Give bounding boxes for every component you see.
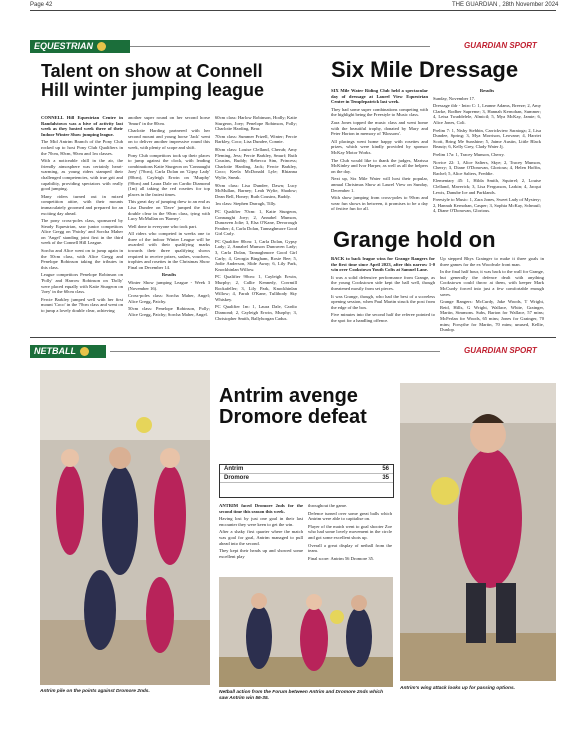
article-paragraph: Sunday, November 17.: [433, 95, 476, 101]
article-paragraph: After a shaky first quarter where the match was goal for goal, Antrim managed to pull ahead into the second.: [219, 529, 303, 546]
article-paragraph: This great day of jumping drew to an end as Lisa Dundee on 'Dave' jumped the first double clear in the 90cm class, tying with Lucy McMullan on 'Barney'.: [128, 199, 210, 222]
article-paragraph: Well done to everyone who took part.: [128, 223, 198, 229]
article-paragraph: Grange Rangers: McCurdy, Jake Woods, T Wright, Reid, Hills, G Wright, Wallace, White, Grainger, Martin, Simmons. Subs, Barton for Wallace, 57 mins; McFerlan for Woods, 65 mins; Jones for Grainger, 70 mins; Forsythe for Martin, 70 mins; unused, Kellie, Dunlop.: [440, 299, 544, 333]
article-paragraph: Fercie Barkley jumped well with her first mount 'Coco' in the 70cm class and went on to jump a lovely double clear, achieving: [41, 296, 123, 313]
article-paragraph: Next up, Six Mile Water will host their popular, annual Christmas Show at Laurel View on Sunday, December 1.: [331, 176, 428, 193]
article-paragraph: Freestyle to Music: 1, Zara Jones, Sweet Lady of Mystery; 2, Hannah Kernohan, Casper; 3, Sophia McKay, Schmuil; 4, Diane O'Donovan, Glorious.: [433, 197, 541, 214]
team-name: Dromore: [224, 475, 250, 481]
article-paragraph: With a noticeable chill in the air, the friendly atmosphere was certainly heart-warming, as young riders stamped their challenged competencies, with true grit and capability, providing spectators with really good jumping.: [41, 158, 123, 192]
team-score: 35: [382, 475, 389, 481]
article-paragraph: With show jumping from cross-poles to 90cm and wear fun shows in between, it promises to be a day of festive fun for all.: [331, 195, 428, 212]
article-paragraph: Cross-poles class: Sorcha Maher, Angel; Alice Gregg, Patchy.: [128, 293, 210, 304]
article-paragraph: The Mid Antrim Branch of the Pony Club rocked up to host Pony Club Qualifiers in the 70cm, 80cm, 90cm and 1m classes.: [41, 139, 123, 156]
article-paragraph: Prelim 17a: 1, Tracey Munson, Cherry.: [433, 151, 505, 157]
article-paragraph: Zara Jones topped the music class and went home with the beautiful trophy, donated by Mary and Peter Horton in memory of 'Blossom'.: [331, 119, 428, 137]
wing-attack-image: [400, 383, 556, 681]
brand-guardian-sport: GUARDIAN SPORT: [464, 41, 537, 50]
section-name: NETBALL: [34, 346, 76, 356]
article-column: [215, 115, 297, 320]
article-paragraph: throughout the game.: [308, 503, 348, 508]
article-paragraph: It was Grange, though, who had the best of a scoreless opening session, when Paul Martin struck the post from the edge of the box.: [331, 293, 435, 310]
article-paragraph: Results: [161, 272, 177, 278]
article-paragraph: All riders who competed in weeks one to three of the indoor Winter League will be awarded with their qualifying marks towards their three qualifying shows required to receive prizes, sashes, vouchers, trophies and rosettes in the Christmas Show Final on December 14.: [128, 231, 210, 270]
article-paragraph: Charlotte Harding partnered with her second mount and young horse 'Jack' went on to deliver another impressive round this week, with plenty of scope and shift.: [128, 128, 210, 150]
photo-caption: Netball action from the Forum between Antrim and Dromore 2nds which saw Antrim win 56-35.: [219, 690, 384, 701]
article-paragraph: Prelim 7: 1, Nisby Stebbin, Carrickview Saratoga; 2, Lisa Dundee, Spring; 3, Mya Morrison, Leovane; 4, Harriet Scott, Bring Me Sunshine; 5, Jaime Austin, Little Black Beauty; 6, Kelly Grey, Clady Water Jj.: [433, 127, 541, 150]
article-column: [41, 115, 123, 320]
photo-caption: Antrim pile on the points against Dromore 2nds.: [40, 689, 150, 694]
headline-antrim-avenge: Antrim avenge Dromore defeat: [219, 385, 367, 428]
article-paragraph: Having lost by just one goal in their last encounter they were keen to get the win.: [219, 516, 303, 527]
photo-netball-left: [40, 370, 210, 685]
article-paragraph: It was a solid defensive performance from Grange, as the young Cookstown side kept the ball well, though threatened mostly from set pieces.: [331, 274, 435, 291]
article-paragraph: Results: [479, 88, 495, 93]
scoreboard: [219, 464, 394, 498]
horse-badge-icon: [97, 42, 106, 51]
article-paragraph: Sorcha and Alice went on to jump again in the 50cm class, with Alice Gregg and Penelope Robinson taking the tributes in this class.: [41, 248, 123, 270]
article-paragraph: 60cm class: Harlow Robinson, Hodly; Katie Sturgeon, Joey; Penelope Robinson, Polly; Charlotte Harding, Bear.: [215, 115, 297, 132]
article-paragraph: The Club would like to thank the judges, Marissa McKinley and Ivor Harper, as well as all the helpers on the day.: [331, 157, 428, 174]
article-paragraph: League competitors Penelope Robinson on 'Polly' and Harrow Robinson on 'Dolly' were placed equally with Katie Sturgeon on 'Joey' in the 60cm class.: [41, 272, 123, 295]
article-column: [331, 256, 435, 328]
article-column: [331, 88, 428, 223]
article-paragraph: PC Qualifier 80cm: 1, Carla Dolan, Gypsy Lady; 2, Annabel Munson Dunraven Lady; 3, Carla Dolan, Tannaghmore Good Girl Carly; 4, Georgia Bingham, Rosie Bee; 5, Jodie Anderson, Slide Away; 6, Lily Park, Knockhinlan Willow.: [215, 238, 297, 272]
article-paragraph: another super round on her second horse 'Smurf' in the 80cm.: [128, 115, 210, 126]
article-paragraph: Player of the match went to goal shooter Zoe who had some lovely movement in the circle and got some excellent shots up.: [308, 523, 392, 540]
article-paragraph: BACK to back league wins for Grange Rangers for the first time since April 2023, after this narrow 1-0 win over Cookstown Youth Colts at Samuel Lane.: [331, 256, 435, 273]
article-paragraph: Overall a great display of netball from the team.: [308, 542, 392, 554]
article-paragraph: 70cm class: Summer Frizell, Winter; Fercie Barkley, Coco; Lisa Dundee, Connie.: [215, 133, 297, 145]
article-column: [308, 503, 392, 571]
photo-netball-middle: [219, 577, 393, 687]
headline-six-mile-dressage: Six Mile Dressage: [331, 57, 519, 82]
article-paragraph: All placings went home happy with rosettes and prizes, which were kindly provided by sponsor McKay Motor Works.: [331, 138, 428, 155]
top-rule: [30, 10, 556, 11]
article-paragraph: Defence turned over some great balls which Antrim were able to capitalise on.: [308, 510, 392, 522]
score-row: [220, 474, 393, 483]
article-paragraph: Five minutes into the second half the referee pointed to the spot for a handling offence.: [331, 312, 435, 323]
article-column: [219, 503, 303, 571]
photo-caption: Antrim's wing attack looks up for passing options.: [400, 686, 515, 691]
paper-date: THE GUARDIAN , 28th November 2024: [452, 2, 559, 8]
section-label-equestrian: [30, 40, 130, 53]
article-paragraph: SIX Mile Water Riding Club held a spectacular day of dressage at Laurel View Equestrian Centre in Templepatrick last week.: [331, 88, 428, 105]
netball-action-image: [219, 577, 393, 687]
section-rule: [130, 46, 430, 47]
brand-guardian-sport: GUARDIAN SPORT: [464, 346, 537, 355]
article-paragraph: They had some super combinations competing with the highlight being the Freestyle to Music class.: [331, 106, 428, 118]
article-paragraph: Dressage tldr - Intro C: 1, Leanne Adams, Breeze; 2, Amy Clarke, Rodber Supreme; 3, Hannah Kernohan, Summer; 4, Leisa Twaddelele, Almicil; 5, Mya McKay, Jamie; 6, Alice Jones, Coli.: [433, 103, 541, 125]
article-paragraph: CONNELL Hill Equestrian Centre in Randalstown was a hive of activity last week as they hosted week three of their Indoor Winter Show jumping league.: [41, 115, 123, 137]
section-divider: [30, 337, 556, 338]
article-paragraph: Novice 22: 1, Alice Salters, Skye; 2, Tracey Munson, Cherry; 3, Diane O'Donovan, Glorious; 4, Helen Hoffin, Rachel; 5, Alice Salters, Freddie.: [433, 159, 541, 176]
headline-connell-hill: Talent on show at Connell Hill winter jumping league: [41, 61, 265, 100]
headline-grange-hold-on: Grange hold on: [333, 227, 496, 252]
section-name: EQUESTRIAN: [34, 41, 94, 51]
netball-players-image: [40, 370, 210, 685]
section-rule: [110, 351, 440, 352]
article-paragraph: 80cm class: Louise Clelland, Cherub; Amy Fleming, Jess; Fercie Barkley, Smurf; Ruth Cousins, Buddy; Rebecca Sim, Princess; Charlotte Harding, Jack; Fercie Barkley, Coco; Keela McDonald Lyle; Rhianna Wylie, Sneak.: [215, 146, 297, 180]
article-paragraph: Up stepped Rhys Grainger to make it three goals in three games for the ex Woodvale front man.: [440, 256, 544, 267]
article-column: [433, 88, 541, 223]
article-paragraph: Many riders turned out in mixed competition attire, with their mounts immaculately groomed and prepared for an exciting day ahead.: [41, 193, 123, 216]
article-paragraph: In the final half hour, it was back to the wall for Grange, but generally the defence dealt with anything Cookstown could throw at them, with keeper Mark McCurdy forced into just a few comfortable enough saves.: [440, 269, 544, 297]
article-paragraph: Winter Show jumping League - Week 3 (November 16).: [128, 280, 210, 291]
article-paragraph: Pony Club competitors took up their places to jump against the clock, with leading combinations Katie Sturgeon on 'Connaught Joey' (70cm), Carla Dolan on 'Gipsy Lady' (80cm), Cayleigh Erwin on 'Murphy' (90cm) and Laura Dale on Cardio Diamond (1m) all taking the red rosettes for top places in the fastest times.: [128, 152, 210, 197]
article-paragraph: Final score: Antrim 56 Dromore 35.: [308, 555, 375, 561]
article-paragraph: 1m class: Stephen Darragh, Tilly.: [215, 201, 277, 207]
article-paragraph: 50cm class: Penelope Robinson, Polly; Alice Gregg, Patchy; Sorcha Maher, Angel.: [128, 306, 210, 317]
article-paragraph: Elementary 45: 1, Hilda Smith, Squirrel; 2, Louise Clelland, Maverick; 3, Lisa Fergusson, Larkin; 4, Jacqui Lewis, Danube Ice and Parklands.: [433, 178, 541, 195]
article-paragraph: PC Qualifier 70cm: 1, Katie Sturgeon, Connaught Joey; 2, Annabel Munson, Dunraven Jolie; 3, Elsa O'Kane, Devorough Feather; 4, Carla Dolan, Tannaghmore Good Girl Carly.: [215, 208, 297, 237]
article-paragraph: PC Qualifier 90cm: 1, Cayleigh Erwin, Murphy; 2, Callie Kennedy, Corrmill Rockafeller; 3, Lily Park, Knockhinlan Willow; 4, Farah O'Kane, Tullibody Sky Whiskey.: [215, 274, 297, 302]
article-column: [440, 256, 544, 333]
article-paragraph: ANTRIM faced Dromore 2nds for the second time this season this week.: [219, 503, 303, 514]
article-paragraph: 90cm class: Lisa Dundee, Dawn; Lucy McMullan, Barney; Leah Wylie, Shadow; Dean Bell, Honey; Ruth Cousins, Buddy.: [215, 182, 297, 199]
article-paragraph: They kept their heads up and showed some excellent play: [219, 548, 303, 559]
team-score: 56: [382, 466, 389, 472]
article-column: [128, 115, 210, 320]
score-row: [220, 465, 393, 474]
article-paragraph: The pony cross-poles class, sponsored by Steady Equestrian, saw junior competitors Alice Gregg on 'Patchy' and Sorcha Maher on 'Angel' standing joint first in the third week of the Connell Hill League.: [41, 218, 123, 246]
netball-badge-icon: [80, 347, 89, 356]
section-label-netball: [30, 345, 106, 358]
page-number: Page 42: [30, 2, 53, 8]
team-name: Antrim: [224, 466, 244, 472]
photo-netball-right: [400, 383, 556, 681]
article-paragraph: PC Qualifier 1m: 1, Laura Dale, Cardio Diamond; 2, Cayleigh Erwin, Murphy; 3, Christopher Smith, Ballyhorgan Cadus.: [215, 304, 297, 321]
